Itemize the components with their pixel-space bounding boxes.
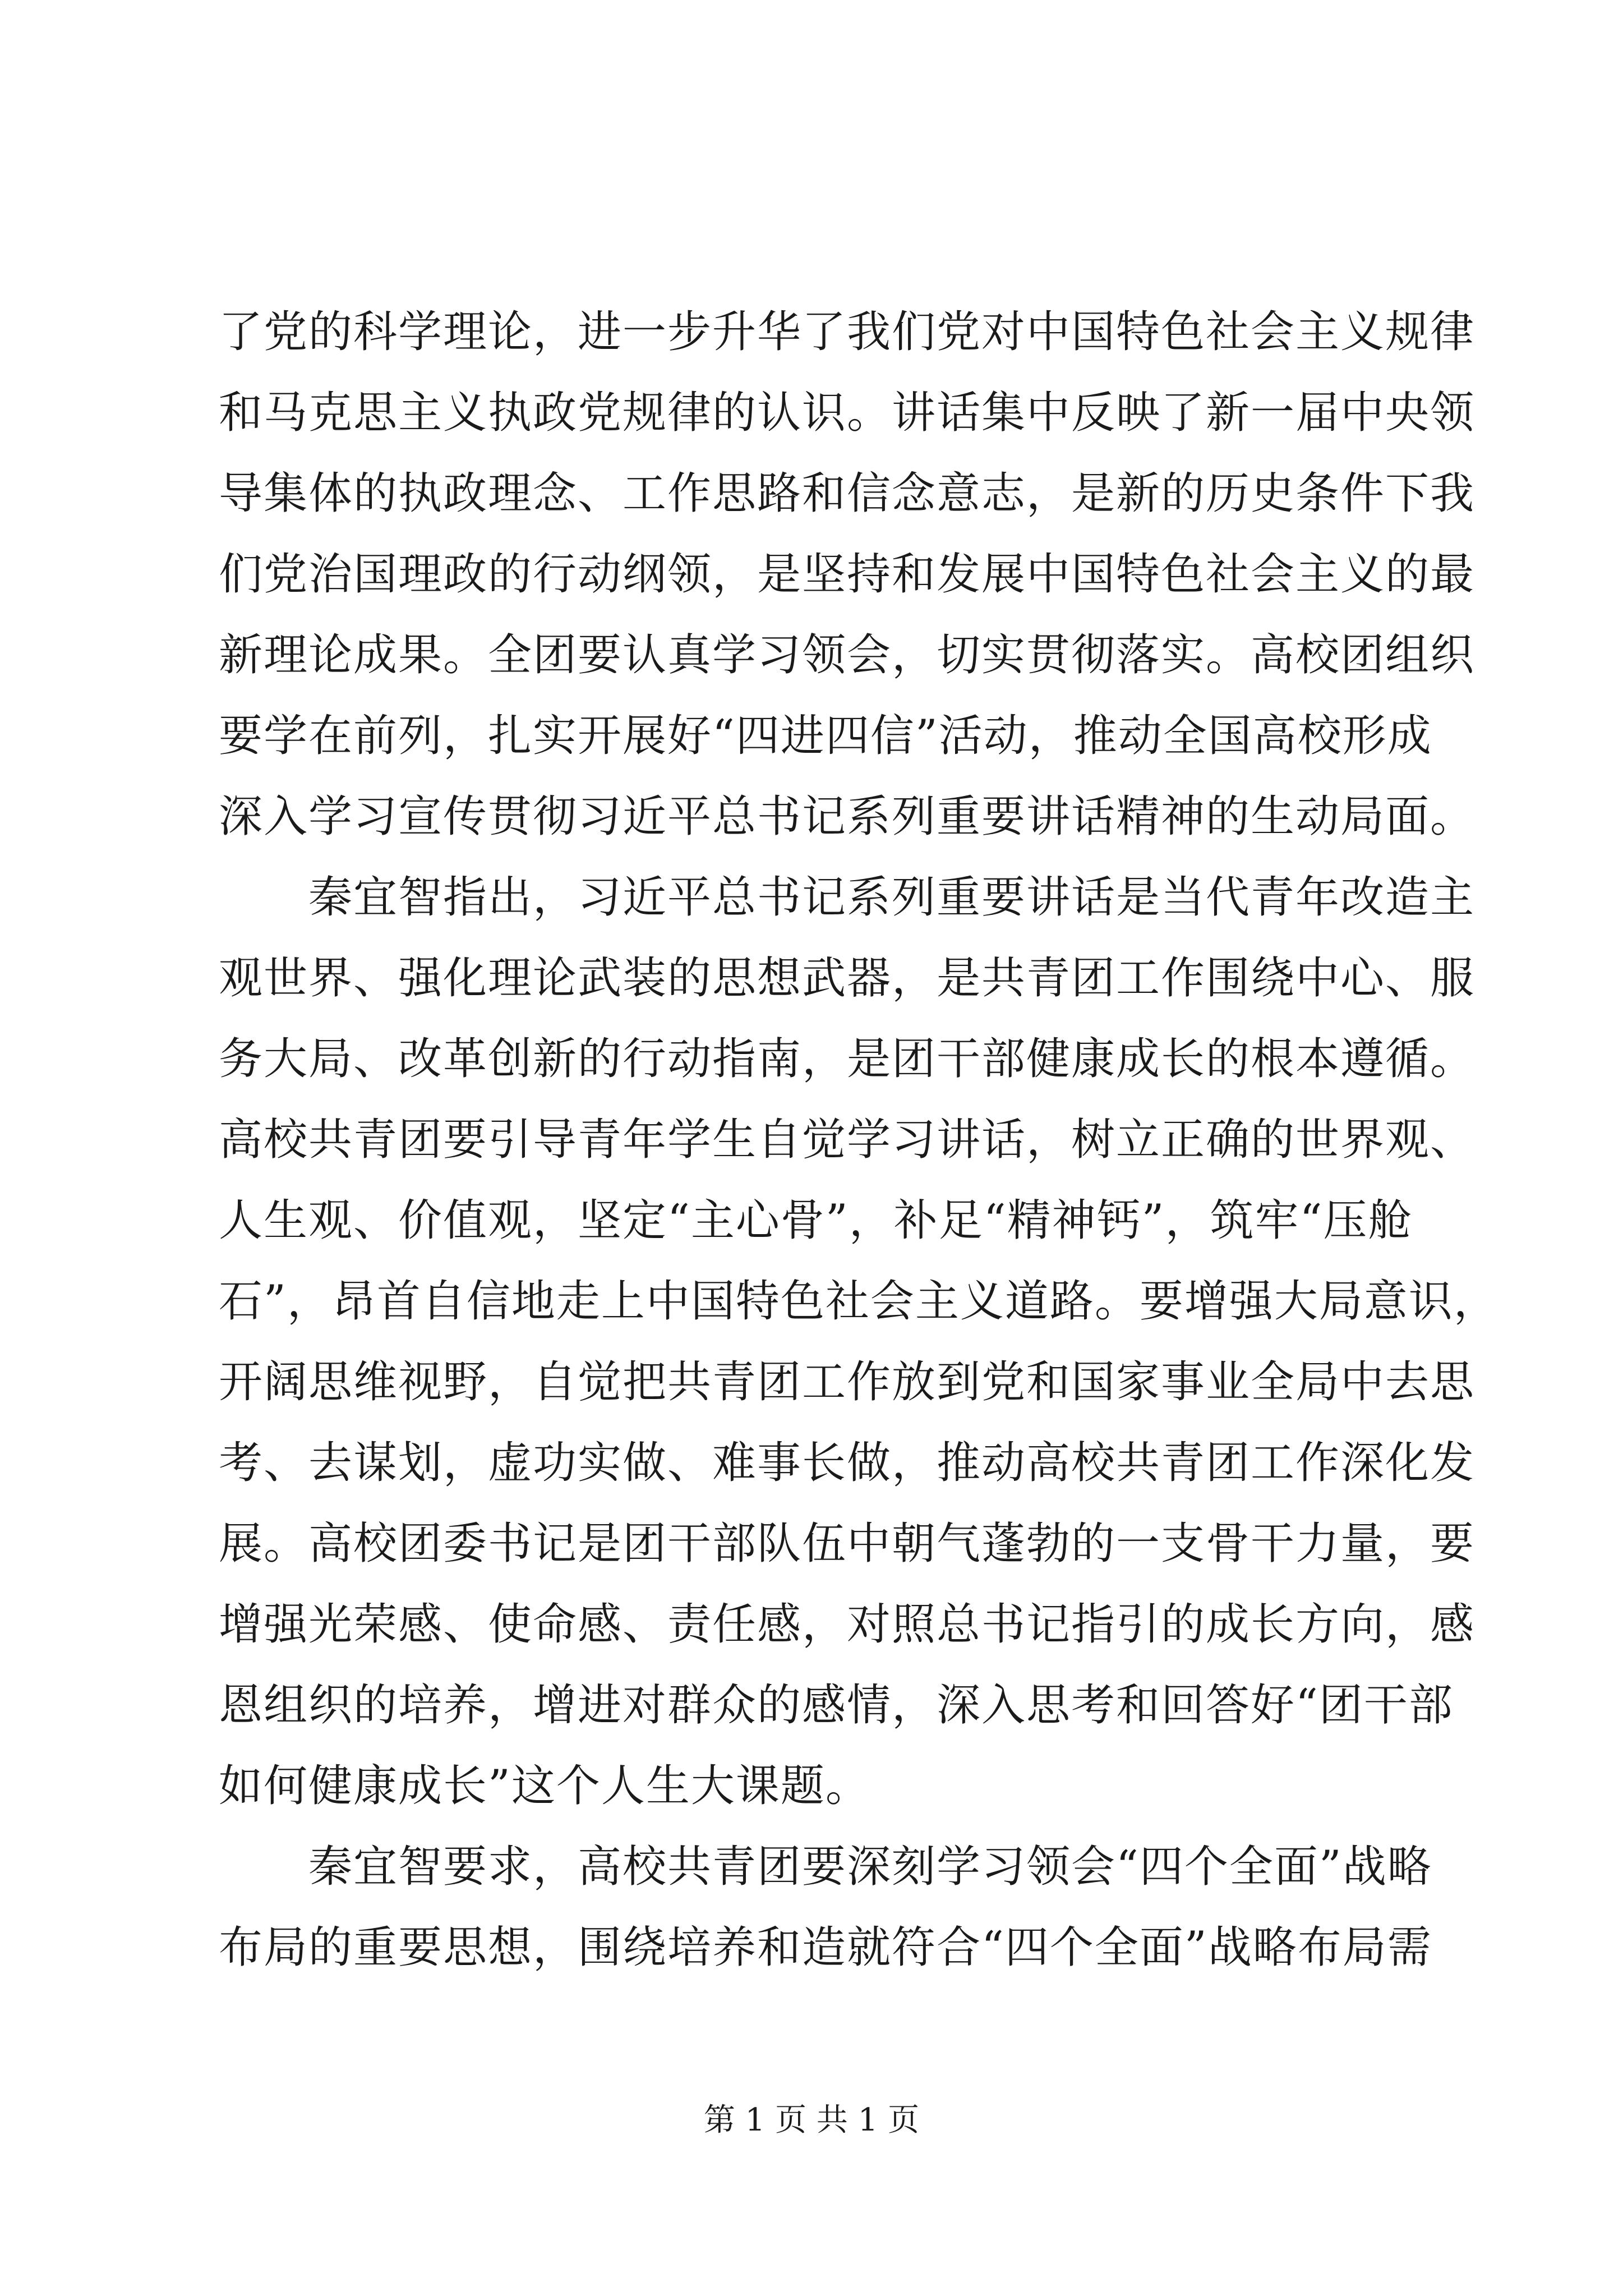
text-line: 了党的科学理论，进一步升华了我们党对中国特色社会主义规律 <box>219 307 1476 357</box>
text-line: 布局的重要思想，围绕培养和造就符合“四个全面”战略布局需 <box>219 1922 1432 1973</box>
text-line: 新理论成果。全团要认真学习领会，切实贯彻落实。高校团组织 <box>219 630 1476 680</box>
text-line: 开阔思维视野，自觉把共青团工作放到党和国家事业全局中去思 <box>219 1357 1476 1407</box>
text-line: 如何健康成长”这个人生大课题。 <box>219 1761 870 1811</box>
text-line: 要学在前列，扎实开展好“四进四信”活动，推动全国高校形成 <box>219 711 1432 761</box>
text-line: 展。高校团委书记是团干部队伍中朝气蓬勃的一支骨干力量，要 <box>219 1519 1476 1569</box>
text-line: 考、去谋划，虚功实做、难事长做，推动高校共青团工作深化发 <box>219 1438 1476 1488</box>
page-number-footer: 第 1 页 共 1 页 <box>703 2102 920 2138</box>
text-line: 观世界、强化理论武装的思想武器，是共青团工作围绕中心、服 <box>219 953 1476 1004</box>
text-line: 和马克思主义执政党规律的认识。讲话集中反映了新一届中央领 <box>219 388 1476 438</box>
text-line: 深入学习宣传贯彻习近平总书记系列重要讲话精神的生动局面。 <box>219 792 1476 842</box>
text-line: 恩组织的培养，增进对群众的感情，深入思考和回答好“团干部 <box>219 1680 1454 1731</box>
document-body <box>219 292 1498 1988</box>
text-line: 高校共青团要引导青年学生自觉学习讲话，树立正确的世界观、 <box>219 1115 1476 1165</box>
text-line: 石”，昂首自信地走上中国特色社会主义道路。要增强大局意识， <box>219 1276 1498 1327</box>
text-line: 导集体的执政理念、工作思路和信念意志，是新的历史条件下我 <box>219 468 1476 519</box>
paragraph-start-line: 秦宜智要求，高校共青团要深刻学习领会“四个全面”战略 <box>308 1842 1432 1892</box>
text-line: 增强光荣感、使命感、责任感，对照总书记指引的成长方向，感 <box>219 1599 1476 1650</box>
text-line: 们党治国理政的行动纲领，是坚持和发展中国特色社会主义的最 <box>219 549 1476 600</box>
paragraph-start-line: 秦宜智指出，习近平总书记系列重要讲话是当代青年改造主 <box>308 872 1476 923</box>
text-line: 务大局、改革创新的行动指南，是团干部健康成长的根本遵循。 <box>219 1034 1476 1084</box>
text-line: 人生观、价值观，坚定“主心骨”，补足“精神钙”，筑牢“压舱 <box>219 1195 1413 1246</box>
